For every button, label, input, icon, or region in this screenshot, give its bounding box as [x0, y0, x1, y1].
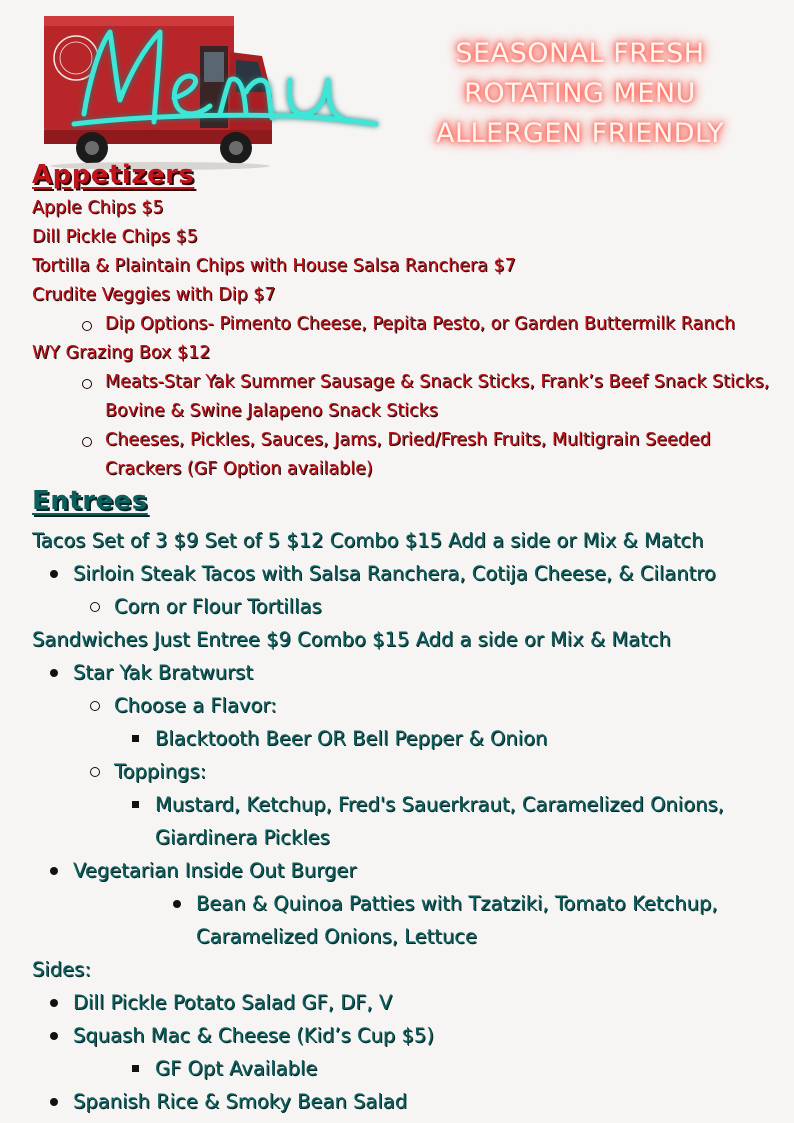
toppings-options: [32, 788, 780, 854]
circle-bullet-icon: [82, 379, 92, 389]
appetizers-heading: Appetizers: [32, 160, 195, 190]
grazing-cheeses-text: Cheeses, Pickles, Sauces, Jams, Dried/Fresh Fruits, Multigrain Seeded Crackers (GF Option available): [105, 430, 711, 479]
square-bullet-icon: [132, 1065, 139, 1072]
toppings-label-text: Toppings:: [114, 760, 207, 783]
entrees-heading: Entrees: [32, 486, 148, 516]
side-item: [32, 1019, 780, 1052]
grazing-meats-text: Meats-Star Yak Summer Sausage & Snack Sticks, Frank’s Beef Snack Sticks, Bovine & Swine Jalapeno Snack Sticks: [105, 372, 770, 421]
sandwiches-header: Sandwiches Just Entree $9 Combo $15 Add a side or Mix & Match: [32, 628, 671, 651]
grazing-cheeses-item: [32, 426, 780, 484]
appetizers-section: [32, 160, 780, 484]
dip-options-text: Dip Options- Pimento Cheese, Pepita Pesto, or Garden Buttermilk Ranch: [105, 314, 736, 334]
veg-burger-detail-text: Bean & Quinoa Patties with Tzatziki, Tomato Ketchup, Caramelized Onions, Lettuce: [196, 892, 718, 948]
toppings-label: [32, 755, 780, 788]
veg-burger-detail: [32, 887, 780, 953]
side-item-text: Squash Mac & Cheese (Kid’s Cup $5): [73, 1024, 434, 1047]
toppings-options-text: Mustard, Ketchup, Fred's Sauerkraut, Caramelized Onions, Giardinera Pickles: [155, 793, 724, 849]
circle-bullet-icon: [90, 602, 100, 612]
side-item: [32, 1085, 780, 1118]
grazing-box-item: WY Grazing Box $12: [32, 343, 211, 363]
tacos-option: [32, 590, 780, 623]
flavor-options: [32, 722, 780, 755]
disc-bullet-icon: [50, 570, 58, 578]
side-item-text: Dill Pickle Potato Salad GF, DF, V: [73, 991, 393, 1014]
side-note: [32, 1052, 780, 1085]
circle-bullet-icon: [90, 767, 100, 777]
tacos-header: Tacos Set of 3 $9 Set of 5 $12 Combo $15 Add a side or Mix & Match: [32, 529, 704, 552]
appetizer-item: Tortilla & Plaintain Chips with House Salsa Ranchera $7: [32, 256, 516, 276]
flavor-label: [32, 689, 780, 722]
disc-bullet-icon: [173, 900, 181, 908]
disc-bullet-icon: [50, 999, 58, 1007]
side-item: [32, 986, 780, 1019]
disc-bullet-icon: [50, 1098, 58, 1106]
flavor-options-text: Blacktooth Beer OR Bell Pepper & Onion: [155, 727, 548, 750]
tacos-item: [32, 557, 780, 590]
brat-item-text: Star Yak Bratwurst: [73, 661, 253, 684]
appetizer-item: Apple Chips $5: [32, 198, 164, 218]
appetizer-item: Crudite Veggies with Dip $7: [32, 285, 276, 305]
circle-bullet-icon: [82, 437, 92, 447]
appetizer-item: Dill Pickle Chips $5: [32, 227, 198, 247]
neon-line-3: ALLERGEN FRIENDLY: [436, 118, 724, 149]
flavor-label-text: Choose a Flavor:: [114, 694, 277, 717]
neon-line-1: SEASONAL FRESH: [455, 38, 705, 69]
circle-bullet-icon: [90, 701, 100, 711]
square-bullet-icon: [132, 735, 139, 742]
square-bullet-icon: [132, 801, 139, 808]
menu-script-title: [70, 18, 390, 148]
veg-burger-text: Vegetarian Inside Out Burger: [73, 859, 357, 882]
circle-bullet-icon: [82, 321, 92, 331]
side-note-text: GF Opt Available: [155, 1057, 318, 1080]
brat-item: [32, 656, 780, 689]
neon-line-2: ROTATING MENU: [464, 78, 696, 109]
dip-options-item: [32, 310, 780, 339]
sides-header: Sides:: [32, 958, 91, 981]
entrees-section: [32, 486, 780, 1118]
grazing-meats-item: [32, 368, 780, 426]
disc-bullet-icon: [50, 867, 58, 875]
tacos-item-text: Sirloin Steak Tacos with Salsa Ranchera, Cotija Cheese, & Cilantro: [73, 562, 716, 585]
side-item-text: Spanish Rice & Smoky Bean Salad: [73, 1090, 408, 1113]
neon-tagline: [420, 34, 740, 154]
veg-burger-item: [32, 854, 780, 887]
tacos-option-text: Corn or Flour Tortillas: [114, 595, 322, 618]
disc-bullet-icon: [50, 1032, 58, 1040]
disc-bullet-icon: [50, 669, 58, 677]
